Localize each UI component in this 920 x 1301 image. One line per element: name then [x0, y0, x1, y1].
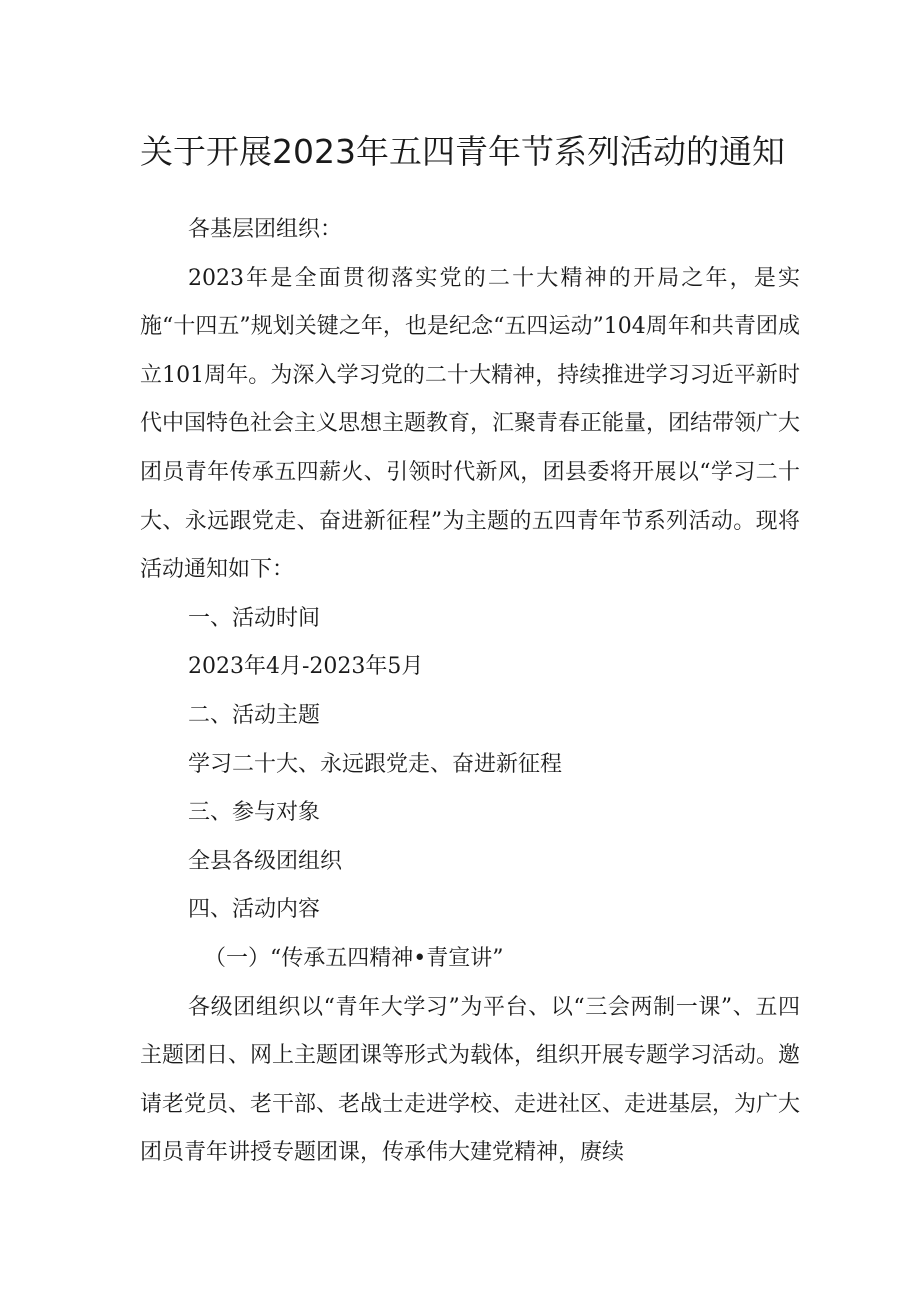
section-heading-time: 一、活动时间	[188, 605, 321, 631]
section-heading-content: 四、活动内容	[188, 897, 321, 923]
subsection-title: （一）“传承五四精神•青宣讲”	[204, 945, 504, 971]
section-text-participants: 全县各级团组织	[188, 848, 343, 874]
section-text-theme: 学习二十大、永远跟党走、奋进新征程	[188, 751, 563, 777]
intro-paragraph: 2023年是全面贯彻落实党的二十大精神的开局之年，是实施“十四五”规划关键之年，也是纪念“五四运动”104周年和共青团成立101周年。为深入学习党的二十大精神，持续推进学习习近平新时代中国特色社会主义思想主题教育，汇聚青春正能量，团结带领广大团员青年传承五四薪火、引领时代新风，团县委将开展以“学习二十大、永远跟党走、奋进新征程”为主题的五四青年节系列活动。现将活动通知如下：	[140, 265, 801, 583]
section-heading-participants: 三、参与对象	[188, 800, 321, 826]
salutation: 各基层团组织：	[188, 217, 343, 242]
document-title: 关于开展2023年五四青年节系列活动的通知	[140, 132, 785, 171]
section-text-time: 2023年4月-2023年5月	[188, 654, 424, 680]
section-heading-theme: 二、活动主题	[188, 702, 321, 728]
subsection-paragraph: 各级团组织以“青年大学习”为平台、以“三会两制一课”、五四主题团日、网上主题团课等形式为载体，组织开展专题学习活动。邀请老党员、老干部、老战士走进学校、走进社区、走进基层，为广大团员青年讲授专题团课，传承伟大建党精神，赓续	[140, 994, 801, 1166]
document-body	[140, 206, 800, 1178]
